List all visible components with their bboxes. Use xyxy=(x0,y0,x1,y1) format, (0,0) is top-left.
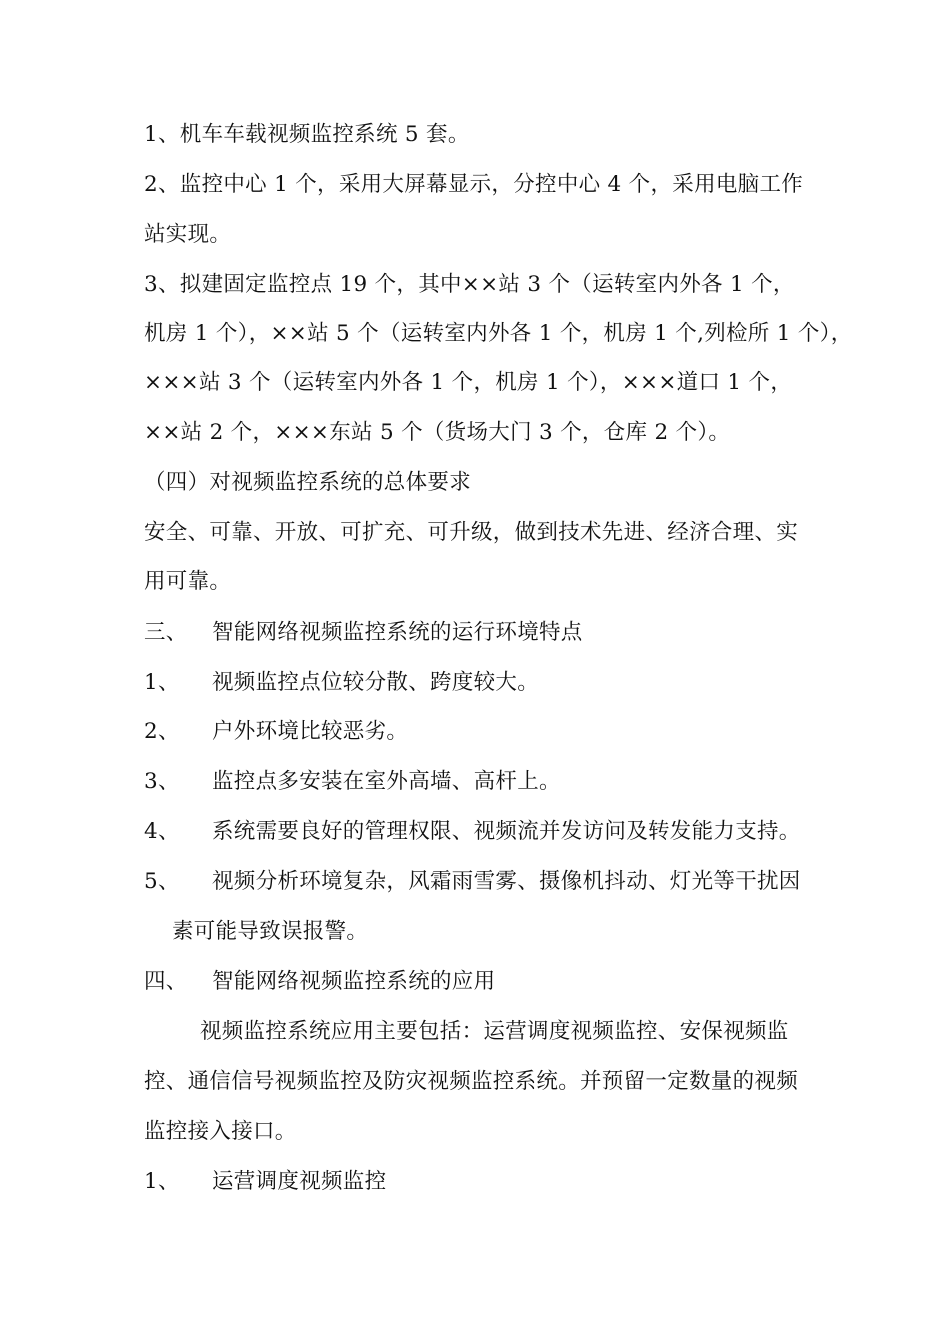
list-number: 四、 xyxy=(144,969,188,994)
list-number: 2、 xyxy=(144,719,180,744)
text-line: 站实现。 xyxy=(144,222,232,247)
text-line: 系统需要良好的管理权限、视频流并发访问及转发能力支持。 xyxy=(212,819,801,844)
list-item-3 xyxy=(144,270,795,300)
list-item xyxy=(144,668,539,698)
text-line: ××站 2 个，×××东站 5 个（货场大门 3 个，仓库 2 个）。 xyxy=(144,420,731,445)
list-number: 3、 xyxy=(144,769,180,794)
subsection-heading xyxy=(144,1167,386,1197)
paragraph-cont xyxy=(144,1117,297,1147)
list-number: 三、 xyxy=(144,620,188,645)
text-line: 视频监控系统应用主要包括：运营调度视频监控、安保视频监 xyxy=(200,1019,789,1044)
list-number: 1、 xyxy=(144,1169,180,1194)
list-item-cont xyxy=(172,917,368,947)
paragraph-cont xyxy=(144,1067,798,1097)
text-line: 安全、可靠、开放、可扩充、可升级，做到技术先进、经济合理、实 xyxy=(144,520,799,545)
text-line: 智能网络视频监控系统的应用 xyxy=(212,969,496,994)
text-line: 控、通信信号视频监控及防灾视频监控系统。并预留一定数量的视频 xyxy=(144,1069,799,1094)
list-item-3-cont-3 xyxy=(144,418,730,448)
text-line: 机房 1 个），××站 5 个（运转室内外各 1 个，机房 1 个,列检所 1 个）， xyxy=(144,321,853,346)
paragraph xyxy=(200,1017,789,1047)
section-heading-3 xyxy=(144,618,583,648)
section-heading-4 xyxy=(144,468,471,498)
text-line: 监控接入接口。 xyxy=(144,1119,297,1144)
text-line: 视频监控点位较分散、跨度较大。 xyxy=(212,670,540,695)
text-line: 素可能导致误报警。 xyxy=(172,919,369,944)
text-line: 户外环境比较恶劣。 xyxy=(212,719,409,744)
text-line: 1、机车车载视频监控系统 5 套。 xyxy=(144,122,470,147)
text-line: 2、监控中心 1 个，采用大屏幕显示，分控中心 4 个，采用电脑工作 xyxy=(144,172,804,197)
paragraph xyxy=(144,518,798,548)
list-item xyxy=(144,817,801,847)
text-line: ×××站 3 个（运转室内外各 1 个，机房 1 个），×××道口 1 个， xyxy=(144,370,793,395)
list-item-2-cont xyxy=(144,220,231,250)
list-item-2 xyxy=(144,170,803,200)
list-item-1 xyxy=(144,120,470,150)
section-heading-4-main xyxy=(144,967,495,997)
text-line: 视频分析环境复杂，风霜雨雪雾、摄像机抖动、灯光等干扰因 xyxy=(212,869,801,894)
text-line: 智能网络视频监控系统的运行环境特点 xyxy=(212,620,583,645)
list-number: 5、 xyxy=(144,869,180,894)
text-line: 运营调度视频监控 xyxy=(212,1169,387,1194)
text-line: 3、拟建固定监控点 19 个，其中××站 3 个（运转室内外各 1 个， xyxy=(144,272,795,297)
list-item-3-cont-1 xyxy=(144,319,853,349)
list-item xyxy=(144,717,408,747)
text-line: 监控点多安装在室外高墙、高杆上。 xyxy=(212,769,561,794)
list-number: 1、 xyxy=(144,670,180,695)
text-line: 用可靠。 xyxy=(144,569,232,594)
list-number: 4、 xyxy=(144,819,180,844)
list-item-3-cont-2 xyxy=(144,368,792,398)
list-item xyxy=(144,767,561,797)
paragraph-cont xyxy=(144,567,231,597)
list-item xyxy=(144,867,801,897)
text-line: （四）对视频监控系统的总体要求 xyxy=(144,470,472,495)
